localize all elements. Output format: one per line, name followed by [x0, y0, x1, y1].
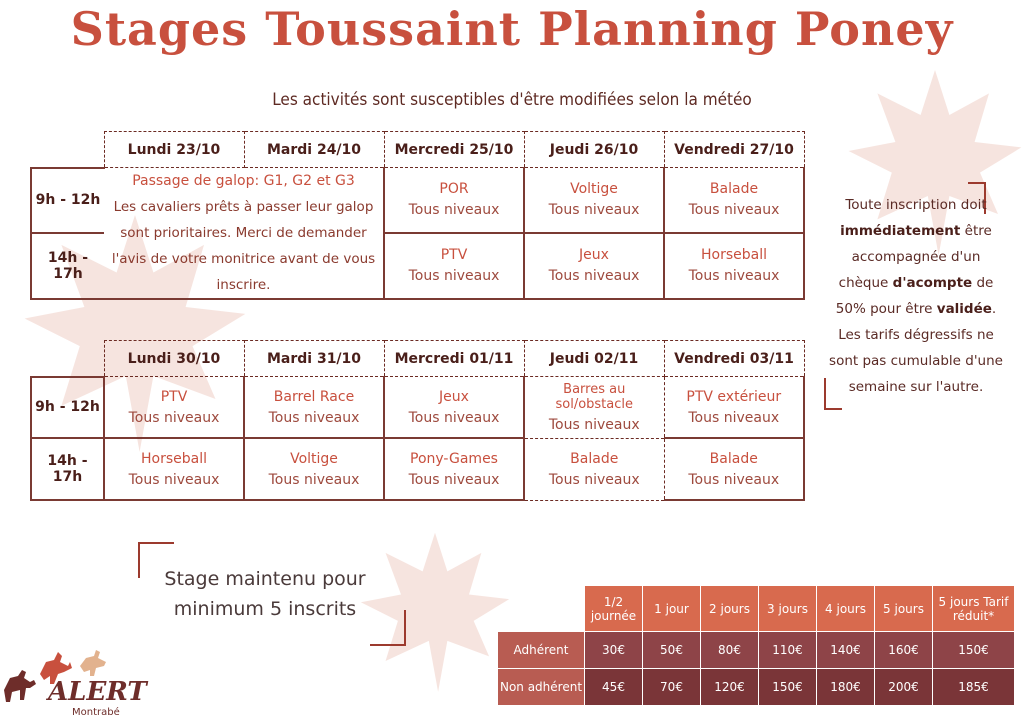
galop-exam-cell: [104, 168, 384, 300]
price-cell: 185€: [933, 669, 1015, 706]
activity-level: Tous niveaux: [688, 471, 780, 488]
activity-level: Tous niveaux: [268, 409, 360, 426]
day-header: Vendredi 03/11: [664, 341, 804, 377]
price-cell: 180€: [817, 669, 875, 706]
activity-level: Tous niveaux: [688, 268, 780, 285]
activity-level: Tous niveaux: [408, 202, 500, 219]
price-cell: 80€: [701, 632, 759, 669]
activity-name: Balade: [570, 450, 619, 467]
activity-name: Jeux: [439, 388, 469, 405]
row-label: Adhérent: [498, 632, 585, 669]
day-header: Mercredi 01/11: [384, 341, 524, 377]
activity-level: Tous niveaux: [268, 471, 360, 488]
note-text: Les tarifs dégressifs ne sont pas cumulable d'une semaine sur l'autre.: [829, 327, 1003, 395]
time-slot-afternoon: 14h - 17h: [31, 233, 104, 299]
activity-name: Voltige: [290, 450, 338, 467]
note-emphasis: validée: [936, 301, 992, 317]
price-cell: 150€: [933, 632, 1015, 669]
week2-schedule: [30, 340, 805, 501]
activity-name: Voltige: [570, 181, 618, 198]
time-slot-morning: 9h - 12h: [31, 168, 104, 233]
price-cell: 30€: [585, 632, 643, 669]
horse-riders-icon: [0, 640, 160, 718]
price-header: 1 jour: [643, 586, 701, 632]
time-slot-morning: 9h - 12h: [31, 377, 104, 439]
day-header: Mardi 31/10: [244, 341, 384, 377]
activity-name: Barres au sol/obstacle: [555, 381, 634, 412]
price-cell: 160€: [875, 632, 933, 669]
activity-level: Tous niveaux: [548, 268, 640, 285]
week1-schedule: [30, 131, 805, 300]
activity-level: Tous niveaux: [548, 202, 640, 219]
activity-name: Pony-Games: [410, 450, 498, 467]
price-header: 4 jours: [817, 586, 875, 632]
activity-level: Tous niveaux: [408, 409, 500, 426]
price-cell: 200€: [875, 669, 933, 706]
activity-level: Tous niveaux: [408, 268, 500, 285]
price-header: 1/2 journée: [585, 586, 643, 632]
registration-note: [826, 192, 1006, 400]
weather-disclaimer: Les activités sont susceptibles d'être modifiées selon la météo: [272, 90, 752, 110]
note-emphasis: d'acompte: [892, 275, 973, 291]
page-title: Stages Toussaint Planning Poney: [70, 2, 954, 56]
day-header: Jeudi 26/10: [524, 132, 664, 168]
day-header: Vendredi 27/10: [664, 132, 804, 168]
activity-level: Tous niveaux: [688, 409, 780, 426]
note-text: être accompagnée d'un chèque: [838, 223, 992, 291]
price-header: 5 jours Tarif réduit*: [933, 586, 1015, 632]
price-cell: 110€: [759, 632, 817, 669]
activity-level: Tous niveaux: [128, 471, 220, 488]
price-cell: 70€: [643, 669, 701, 706]
minimum-participants: Stage maintenu pour minimum 5 inscrits: [164, 568, 366, 620]
price-table: [497, 585, 1015, 706]
price-header: 3 jours: [759, 586, 817, 632]
table-row: [498, 632, 1015, 669]
activity-name: Balade: [709, 450, 758, 467]
table-row: [498, 669, 1015, 706]
price-cell: 150€: [759, 669, 817, 706]
activity-name: PTV: [160, 388, 188, 405]
day-header: Lundi 30/10: [104, 341, 244, 377]
activity-level: Tous niveaux: [548, 416, 640, 433]
club-logo: [0, 640, 160, 718]
activity-name: PTV extérieur: [686, 388, 782, 405]
price-cell: 140€: [817, 632, 875, 669]
day-header: Mardi 24/10: [244, 132, 384, 168]
activity-name: Horseball: [140, 450, 207, 467]
row-label: Non adhérent: [498, 669, 585, 706]
activity-name: Barrel Race: [273, 388, 355, 405]
activity-level: Tous niveaux: [688, 202, 780, 219]
activity-name: Horseball: [700, 247, 767, 264]
galop-exam-heading: Passage de galop: G1, G2 et G3: [132, 173, 355, 189]
day-header: Mercredi 25/10: [384, 132, 524, 168]
activity-name: PTV: [440, 247, 468, 264]
note-text: de 50% pour être: [835, 275, 994, 317]
time-slot-afternoon: 14h - 17h: [31, 438, 104, 500]
activity-name: POR: [439, 181, 469, 198]
logo-name: ALERT: [48, 677, 147, 707]
activity-name: Balade: [709, 181, 759, 198]
activity-level: Tous niveaux: [128, 409, 220, 426]
activity-name: Jeux: [579, 247, 609, 264]
price-cell: 120€: [701, 669, 759, 706]
note-emphasis: immédiatement: [840, 223, 961, 239]
price-cell: 45€: [585, 669, 643, 706]
activity-level: Tous niveaux: [548, 471, 640, 488]
note-text: Toute inscription doit: [845, 197, 987, 213]
day-header: Jeudi 02/11: [524, 341, 664, 377]
price-header: 5 jours: [875, 586, 933, 632]
logo-place: Montrabé: [72, 707, 120, 718]
note-text: .: [991, 301, 997, 317]
day-header: Lundi 23/10: [104, 132, 244, 168]
price-cell: 50€: [643, 632, 701, 669]
price-header: 2 jours: [701, 586, 759, 632]
galop-exam-text: Les cavaliers prêts à passer leur galop sont prioritaires. Merci de demander l'avis de votre monitrice avant de vous inscrire.: [111, 199, 376, 293]
activity-level: Tous niveaux: [408, 471, 500, 488]
